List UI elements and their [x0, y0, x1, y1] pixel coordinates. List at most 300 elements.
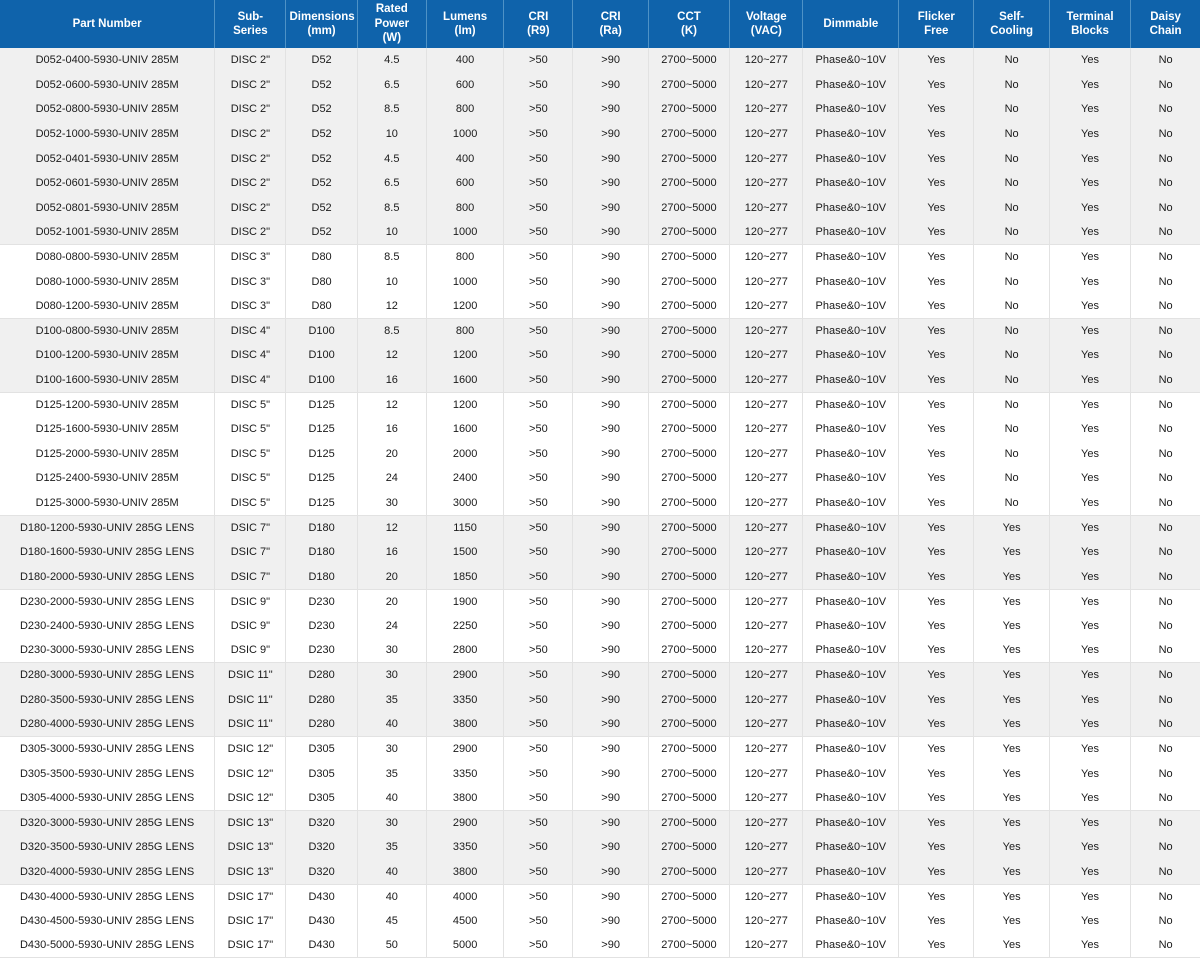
table-row[interactable] — [0, 712, 1200, 737]
cell-self_cooling: No — [974, 48, 1049, 73]
column-header-rated_power[interactable] — [357, 0, 426, 48]
cell-dimensions: D52 — [286, 146, 357, 171]
cell-voltage: 120~277 — [730, 392, 803, 417]
cell-terminal_blocks: Yes — [1049, 540, 1130, 565]
column-header-label: Cooling — [990, 25, 1034, 37]
cell-lumens: 1200 — [426, 294, 503, 319]
cell-rated_power: 16 — [357, 368, 426, 393]
cell-voltage: 120~277 — [730, 614, 803, 639]
cell-lumens: 400 — [426, 146, 503, 171]
cell-dimensions: D180 — [286, 540, 357, 565]
cell-cri_ra: >90 — [573, 909, 648, 934]
cell-rated_power: 10 — [357, 220, 426, 245]
cell-rated_power: 40 — [357, 860, 426, 885]
cell-cri_ra: >90 — [573, 515, 648, 540]
table-row[interactable] — [0, 97, 1200, 122]
cell-voltage: 120~277 — [730, 122, 803, 147]
table-row[interactable] — [0, 933, 1200, 958]
cell-terminal_blocks: Yes — [1049, 860, 1130, 885]
cell-sub_series: DSIC 11" — [215, 663, 286, 688]
cell-dimmable: Phase&0~10V — [803, 515, 899, 540]
cell-cct: 2700~5000 — [648, 294, 729, 319]
table-row[interactable] — [0, 48, 1200, 73]
cell-dimensions: D320 — [286, 835, 357, 860]
cell-daisy_chain: No — [1131, 712, 1200, 737]
cell-self_cooling: No — [974, 146, 1049, 171]
cell-terminal_blocks: Yes — [1049, 909, 1130, 934]
cell-dimmable: Phase&0~10V — [803, 491, 899, 516]
cell-cri_ra: >90 — [573, 638, 648, 663]
cell-rated_power: 12 — [357, 294, 426, 319]
cell-cct: 2700~5000 — [648, 737, 729, 762]
column-header-label: Free — [924, 25, 949, 37]
cell-lumens: 2400 — [426, 466, 503, 491]
cell-rated_power: 8.5 — [357, 196, 426, 221]
cell-daisy_chain: No — [1131, 146, 1200, 171]
cell-cct: 2700~5000 — [648, 761, 729, 786]
cell-lumens: 600 — [426, 171, 503, 196]
cell-part_number: D080-0800-5930-UNIV 285M — [0, 245, 215, 270]
cell-voltage: 120~277 — [730, 97, 803, 122]
cell-voltage: 120~277 — [730, 491, 803, 516]
table-row[interactable] — [0, 245, 1200, 270]
table-row[interactable] — [0, 368, 1200, 393]
cell-dimensions: D125 — [286, 466, 357, 491]
cell-rated_power: 12 — [357, 343, 426, 368]
cell-daisy_chain: No — [1131, 97, 1200, 122]
cell-dimmable: Phase&0~10V — [803, 245, 899, 270]
cell-dimensions: D52 — [286, 97, 357, 122]
cell-sub_series: DISC 5" — [215, 392, 286, 417]
cell-dimmable: Phase&0~10V — [803, 368, 899, 393]
cell-rated_power: 8.5 — [357, 97, 426, 122]
cell-self_cooling: No — [974, 368, 1049, 393]
column-header-label: Voltage — [746, 10, 787, 23]
cell-self_cooling: Yes — [974, 884, 1049, 909]
column-header-sub_series[interactable] — [215, 0, 286, 48]
table-row[interactable] — [0, 294, 1200, 319]
cell-cct: 2700~5000 — [648, 491, 729, 516]
cell-voltage: 120~277 — [730, 712, 803, 737]
cell-cri_r9: >50 — [504, 638, 573, 663]
cell-rated_power: 30 — [357, 491, 426, 516]
cell-cri_r9: >50 — [504, 442, 573, 467]
cell-cri_r9: >50 — [504, 712, 573, 737]
cell-flicker_free: Yes — [899, 515, 974, 540]
cell-dimensions: D280 — [286, 687, 357, 712]
cell-dimmable: Phase&0~10V — [803, 343, 899, 368]
cell-sub_series: DSIC 17" — [215, 884, 286, 909]
cell-part_number: D100-1600-5930-UNIV 285M — [0, 368, 215, 393]
cell-dimensions: D125 — [286, 417, 357, 442]
cell-terminal_blocks: Yes — [1049, 712, 1130, 737]
table-row[interactable] — [0, 466, 1200, 491]
cell-cct: 2700~5000 — [648, 122, 729, 147]
table-row[interactable] — [0, 638, 1200, 663]
cell-part_number: D230-2000-5930-UNIV 285G LENS — [0, 589, 215, 614]
cell-daisy_chain: No — [1131, 122, 1200, 147]
cell-flicker_free: Yes — [899, 220, 974, 245]
cell-dimensions: D180 — [286, 515, 357, 540]
cell-terminal_blocks: Yes — [1049, 687, 1130, 712]
cell-cri_r9: >50 — [504, 860, 573, 885]
cell-terminal_blocks: Yes — [1049, 564, 1130, 589]
cell-flicker_free: Yes — [899, 589, 974, 614]
cell-cct: 2700~5000 — [648, 442, 729, 467]
cell-flicker_free: Yes — [899, 48, 974, 73]
cell-terminal_blocks: Yes — [1049, 269, 1130, 294]
cell-rated_power: 40 — [357, 884, 426, 909]
cell-voltage: 120~277 — [730, 884, 803, 909]
cell-lumens: 2900 — [426, 663, 503, 688]
cell-cri_ra: >90 — [573, 392, 648, 417]
cell-self_cooling: Yes — [974, 786, 1049, 811]
cell-flicker_free: Yes — [899, 614, 974, 639]
cell-part_number: D125-3000-5930-UNIV 285M — [0, 491, 215, 516]
cell-voltage: 120~277 — [730, 48, 803, 73]
cell-terminal_blocks: Yes — [1049, 196, 1130, 221]
cell-cri_r9: >50 — [504, 564, 573, 589]
cell-flicker_free: Yes — [899, 417, 974, 442]
column-header-lumens[interactable] — [426, 0, 503, 48]
cell-voltage: 120~277 — [730, 245, 803, 270]
cell-sub_series: DSIC 13" — [215, 860, 286, 885]
cell-terminal_blocks: Yes — [1049, 589, 1130, 614]
cell-cri_ra: >90 — [573, 343, 648, 368]
cell-sub_series: DSIC 13" — [215, 810, 286, 835]
cell-cri_r9: >50 — [504, 884, 573, 909]
cell-part_number: D280-3500-5930-UNIV 285G LENS — [0, 687, 215, 712]
cell-cri_ra: >90 — [573, 564, 648, 589]
cell-flicker_free: Yes — [899, 540, 974, 565]
cell-terminal_blocks: Yes — [1049, 933, 1130, 958]
table-row[interactable] — [0, 860, 1200, 885]
cell-terminal_blocks: Yes — [1049, 294, 1130, 319]
cell-terminal_blocks: Yes — [1049, 343, 1130, 368]
column-header-label: (K) — [681, 25, 697, 37]
cell-voltage: 120~277 — [730, 540, 803, 565]
cell-sub_series: DISC 2" — [215, 122, 286, 147]
cell-cri_r9: >50 — [504, 122, 573, 147]
cell-lumens: 1000 — [426, 269, 503, 294]
cell-terminal_blocks: Yes — [1049, 245, 1130, 270]
cell-cct: 2700~5000 — [648, 638, 729, 663]
cell-dimensions: D305 — [286, 737, 357, 762]
cell-sub_series: DSIC 12" — [215, 786, 286, 811]
cell-sub_series: DISC 2" — [215, 220, 286, 245]
column-header-voltage[interactable] — [730, 0, 803, 48]
cell-dimmable: Phase&0~10V — [803, 564, 899, 589]
column-header-daisy_chain[interactable] — [1131, 0, 1200, 48]
cell-lumens: 2250 — [426, 614, 503, 639]
cell-part_number: D052-0600-5930-UNIV 285M — [0, 73, 215, 98]
cell-sub_series: DSIC 9" — [215, 638, 286, 663]
cell-sub_series: DSIC 17" — [215, 933, 286, 958]
cell-cri_r9: >50 — [504, 835, 573, 860]
cell-terminal_blocks: Yes — [1049, 146, 1130, 171]
cell-dimensions: D52 — [286, 196, 357, 221]
table-row[interactable] — [0, 564, 1200, 589]
table-row[interactable] — [0, 343, 1200, 368]
cell-daisy_chain: No — [1131, 909, 1200, 934]
table-row[interactable] — [0, 884, 1200, 909]
cell-dimmable: Phase&0~10V — [803, 73, 899, 98]
cell-daisy_chain: No — [1131, 933, 1200, 958]
table-row[interactable] — [0, 835, 1200, 860]
table-row[interactable] — [0, 171, 1200, 196]
cell-lumens: 3350 — [426, 761, 503, 786]
cell-dimensions: D100 — [286, 319, 357, 344]
cell-cri_ra: >90 — [573, 97, 648, 122]
cell-dimensions: D305 — [286, 761, 357, 786]
cell-cri_ra: >90 — [573, 687, 648, 712]
cell-flicker_free: Yes — [899, 146, 974, 171]
cell-part_number: D180-2000-5930-UNIV 285G LENS — [0, 564, 215, 589]
cell-sub_series: DISC 2" — [215, 97, 286, 122]
cell-dimmable: Phase&0~10V — [803, 663, 899, 688]
cell-dimmable: Phase&0~10V — [803, 196, 899, 221]
table-row[interactable] — [0, 515, 1200, 540]
cell-flicker_free: Yes — [899, 810, 974, 835]
cell-daisy_chain: No — [1131, 171, 1200, 196]
table-row[interactable] — [0, 491, 1200, 516]
cell-rated_power: 10 — [357, 269, 426, 294]
cell-cri_r9: >50 — [504, 269, 573, 294]
cell-dimensions: D230 — [286, 589, 357, 614]
column-header-cri_r9[interactable] — [504, 0, 573, 48]
cell-self_cooling: No — [974, 343, 1049, 368]
table-row[interactable] — [0, 442, 1200, 467]
cell-cri_r9: >50 — [504, 343, 573, 368]
cell-cri_ra: >90 — [573, 442, 648, 467]
column-header-flicker_free[interactable] — [899, 0, 974, 48]
cell-cri_ra: >90 — [573, 737, 648, 762]
table-row[interactable] — [0, 417, 1200, 442]
cell-flicker_free: Yes — [899, 442, 974, 467]
table-row[interactable] — [0, 614, 1200, 639]
column-header-label: (VAC) — [750, 25, 782, 37]
cell-rated_power: 40 — [357, 786, 426, 811]
table-row[interactable] — [0, 761, 1200, 786]
cell-dimmable: Phase&0~10V — [803, 48, 899, 73]
cell-cct: 2700~5000 — [648, 97, 729, 122]
cell-terminal_blocks: Yes — [1049, 171, 1130, 196]
cell-flicker_free: Yes — [899, 564, 974, 589]
cell-self_cooling: Yes — [974, 589, 1049, 614]
cell-part_number: D125-1600-5930-UNIV 285M — [0, 417, 215, 442]
cell-sub_series: DISC 3" — [215, 294, 286, 319]
table-body — [0, 48, 1200, 958]
cell-part_number: D180-1600-5930-UNIV 285G LENS — [0, 540, 215, 565]
column-header-terminal_blocks[interactable] — [1049, 0, 1130, 48]
cell-sub_series: DSIC 11" — [215, 687, 286, 712]
table-row[interactable] — [0, 73, 1200, 98]
cell-terminal_blocks: Yes — [1049, 319, 1130, 344]
cell-daisy_chain: No — [1131, 860, 1200, 885]
cell-dimmable: Phase&0~10V — [803, 786, 899, 811]
cell-dimmable: Phase&0~10V — [803, 909, 899, 934]
cell-flicker_free: Yes — [899, 933, 974, 958]
cell-self_cooling: No — [974, 392, 1049, 417]
cell-dimmable: Phase&0~10V — [803, 860, 899, 885]
cell-part_number: D305-3000-5930-UNIV 285G LENS — [0, 737, 215, 762]
column-header-label: (mm) — [307, 25, 336, 37]
cell-dimensions: D430 — [286, 909, 357, 934]
cell-dimmable: Phase&0~10V — [803, 97, 899, 122]
cell-cct: 2700~5000 — [648, 146, 729, 171]
cell-flicker_free: Yes — [899, 171, 974, 196]
cell-rated_power: 6.5 — [357, 171, 426, 196]
column-header-cct[interactable] — [648, 0, 729, 48]
cell-flicker_free: Yes — [899, 343, 974, 368]
cell-lumens: 3800 — [426, 712, 503, 737]
cell-cri_ra: >90 — [573, 589, 648, 614]
cell-dimmable: Phase&0~10V — [803, 933, 899, 958]
table-row[interactable] — [0, 146, 1200, 171]
cell-lumens: 1200 — [426, 343, 503, 368]
cell-flicker_free: Yes — [899, 786, 974, 811]
cell-flicker_free: Yes — [899, 73, 974, 98]
cell-rated_power: 20 — [357, 442, 426, 467]
cell-cri_r9: >50 — [504, 589, 573, 614]
cell-cri_r9: >50 — [504, 515, 573, 540]
table-row[interactable] — [0, 196, 1200, 221]
cell-part_number: D125-1200-5930-UNIV 285M — [0, 392, 215, 417]
cell-part_number: D230-2400-5930-UNIV 285G LENS — [0, 614, 215, 639]
table-row[interactable] — [0, 737, 1200, 762]
cell-cct: 2700~5000 — [648, 368, 729, 393]
cell-cri_ra: >90 — [573, 73, 648, 98]
table-row[interactable] — [0, 540, 1200, 565]
cell-daisy_chain: No — [1131, 392, 1200, 417]
cell-flicker_free: Yes — [899, 835, 974, 860]
column-header-label: Dimmable — [823, 17, 879, 30]
table-row[interactable] — [0, 220, 1200, 245]
table-row[interactable] — [0, 786, 1200, 811]
cell-cri_r9: >50 — [504, 786, 573, 811]
cell-dimensions: D430 — [286, 933, 357, 958]
cell-voltage: 120~277 — [730, 220, 803, 245]
table-row[interactable] — [0, 392, 1200, 417]
cell-dimensions: D100 — [286, 368, 357, 393]
cell-terminal_blocks: Yes — [1049, 73, 1130, 98]
table-row[interactable] — [0, 810, 1200, 835]
cell-terminal_blocks: Yes — [1049, 786, 1130, 811]
cell-rated_power: 30 — [357, 810, 426, 835]
cell-sub_series: DISC 2" — [215, 48, 286, 73]
cell-daisy_chain: No — [1131, 614, 1200, 639]
column-header-label: CRI — [600, 10, 621, 23]
column-header-cri_ra[interactable] — [573, 0, 648, 48]
cell-rated_power: 20 — [357, 564, 426, 589]
cell-flicker_free: Yes — [899, 319, 974, 344]
cell-cri_r9: >50 — [504, 319, 573, 344]
cell-self_cooling: Yes — [974, 614, 1049, 639]
column-header-dimensions[interactable] — [286, 0, 357, 48]
table-row[interactable] — [0, 589, 1200, 614]
cell-dimmable: Phase&0~10V — [803, 761, 899, 786]
cell-dimensions: D230 — [286, 614, 357, 639]
cell-lumens: 3800 — [426, 860, 503, 885]
cell-lumens: 2000 — [426, 442, 503, 467]
cell-voltage: 120~277 — [730, 761, 803, 786]
table-row[interactable] — [0, 663, 1200, 688]
column-header-label: (W) — [382, 32, 402, 45]
cell-cri_r9: >50 — [504, 48, 573, 73]
table-row[interactable] — [0, 122, 1200, 147]
column-header-dimmable[interactable] — [803, 0, 899, 48]
cell-cri_ra: >90 — [573, 884, 648, 909]
cell-sub_series: DISC 5" — [215, 466, 286, 491]
cell-sub_series: DISC 4" — [215, 319, 286, 344]
cell-self_cooling: Yes — [974, 909, 1049, 934]
column-header-part_number[interactable] — [0, 0, 215, 48]
cell-dimmable: Phase&0~10V — [803, 884, 899, 909]
cell-dimmable: Phase&0~10V — [803, 466, 899, 491]
cell-terminal_blocks: Yes — [1049, 97, 1130, 122]
cell-part_number: D052-0401-5930-UNIV 285M — [0, 146, 215, 171]
cell-rated_power: 4.5 — [357, 48, 426, 73]
cell-cct: 2700~5000 — [648, 564, 729, 589]
cell-sub_series: DSIC 7" — [215, 515, 286, 540]
cell-cri_ra: >90 — [573, 245, 648, 270]
cell-rated_power: 12 — [357, 515, 426, 540]
cell-voltage: 120~277 — [730, 835, 803, 860]
cell-flicker_free: Yes — [899, 884, 974, 909]
table-row[interactable] — [0, 909, 1200, 934]
cell-cri_ra: >90 — [573, 319, 648, 344]
cell-daisy_chain: No — [1131, 687, 1200, 712]
cell-rated_power: 30 — [357, 737, 426, 762]
cell-daisy_chain: No — [1131, 319, 1200, 344]
cell-part_number: D052-0801-5930-UNIV 285M — [0, 196, 215, 221]
table-row[interactable] — [0, 319, 1200, 344]
cell-dimmable: Phase&0~10V — [803, 540, 899, 565]
cell-lumens: 1600 — [426, 368, 503, 393]
cell-voltage: 120~277 — [730, 933, 803, 958]
cell-cct: 2700~5000 — [648, 909, 729, 934]
cell-rated_power: 30 — [357, 663, 426, 688]
cell-cri_r9: >50 — [504, 933, 573, 958]
cell-flicker_free: Yes — [899, 909, 974, 934]
cell-voltage: 120~277 — [730, 442, 803, 467]
cell-rated_power: 35 — [357, 835, 426, 860]
cell-voltage: 120~277 — [730, 466, 803, 491]
cell-cri_r9: >50 — [504, 491, 573, 516]
cell-cri_r9: >50 — [504, 417, 573, 442]
cell-lumens: 5000 — [426, 933, 503, 958]
cell-dimensions: D230 — [286, 638, 357, 663]
column-header-self_cooling[interactable] — [974, 0, 1049, 48]
cell-self_cooling: Yes — [974, 761, 1049, 786]
cell-cri_r9: >50 — [504, 97, 573, 122]
cell-daisy_chain: No — [1131, 589, 1200, 614]
cell-cct: 2700~5000 — [648, 392, 729, 417]
table-row[interactable] — [0, 269, 1200, 294]
cell-self_cooling: No — [974, 122, 1049, 147]
cell-self_cooling: No — [974, 442, 1049, 467]
cell-terminal_blocks: Yes — [1049, 392, 1130, 417]
cell-dimmable: Phase&0~10V — [803, 737, 899, 762]
table-row[interactable] — [0, 687, 1200, 712]
cell-daisy_chain: No — [1131, 884, 1200, 909]
cell-dimmable: Phase&0~10V — [803, 220, 899, 245]
cell-cri_ra: >90 — [573, 761, 648, 786]
cell-cri_r9: >50 — [504, 392, 573, 417]
cell-cri_r9: >50 — [504, 294, 573, 319]
cell-rated_power: 12 — [357, 392, 426, 417]
cell-rated_power: 10 — [357, 122, 426, 147]
